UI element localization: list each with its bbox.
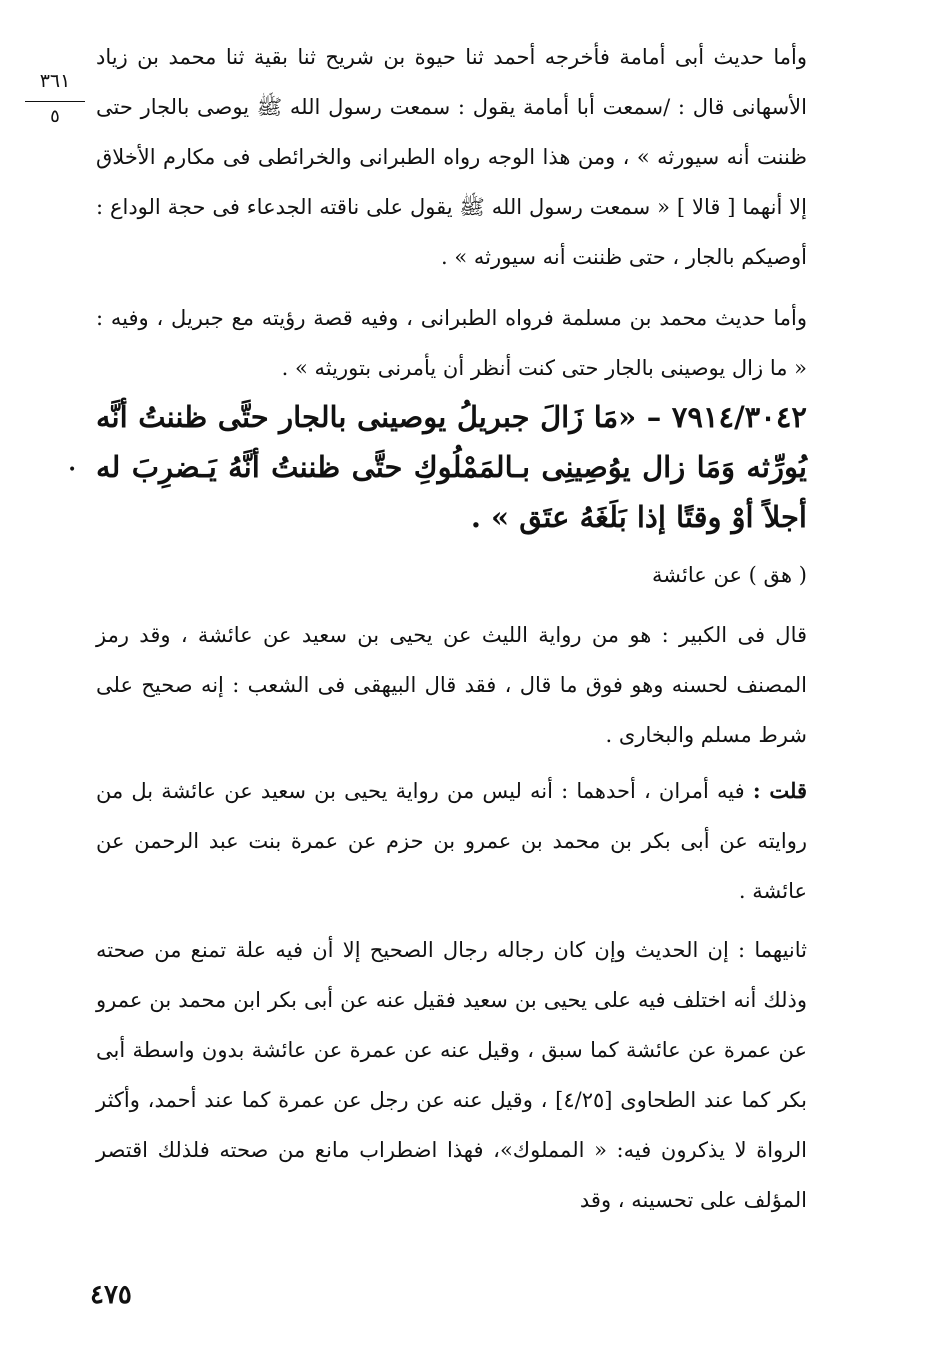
paragraph-kabir-commentary: قال فى الكبير : هو من رواية الليث عن يحيى بن سعيد عن عائشة ، وقد رمز المصنف لحسنه وهو فوق ما قال ، فقد قال البيهقى فى الشعب : إنه صحيح على شرط مسلم والبخارى . [96,623,807,747]
margin-folio-number: ٣٦١ [39,70,71,92]
paragraph-muhammad-ibn-maslama: وأما حديث محمد بن مسلمة فرواه الطبرانى ، وفيه قصة رؤيته مع جبريل ، وفيه : « ما زال يوصينى بالجار حتى كنت أنظر أن يأمرنى بتوريثه » . [96,306,807,380]
qultu-lead: قلت : [752,778,807,803]
hadith-text-block [96,392,807,542]
hadith-marker: • [68,462,77,478]
hadith-number: ٧٩١٤/٣٠٤٢ [671,400,807,434]
paragraph-abu-umama: وأما حديث أبى أمامة فأخرجه أحمد ثنا حيوة بن شريح ثنا بقية ثنا محمد بن زياد الأسهانى قال : /سمعت أبا أمامة يقول : سمعت رسول الله ﷺ يوصى بالجار حتى ظننت أنه سيورثه » ، ومن هذا الوجه رواه الطبرانى والخرائطى فى مكارم الأخلاق إلا أنهما [ قالا ] « سمعت رسول الله ﷺ يقول على ناقته الجدعاء فى حجة الوداع : أوصيكم بالجار ، حتى ظننت أنه سيورثه » . [96,45,807,269]
paragraph-thanihima: ثانيهما : إن الحديث وإن كان رجاله رجال الصحيح إلا أن فيه علة تمنع من صحته وذلك أنه اختلف فيه على يحيى بن سعيد فقيل عنه عن أبى بكر ابن محمد بن عمرو عن عمرة عن عائشة كما سبق ، وقيل عنه عن عمرة عن عائشة بدون واسطة أبى بكر كما عند الطحاوى [٤/٢٥] ، وقيل عنه عن رجل عن عمرة كما عند أحمد، وأكثر الرواة لا يذكرون فيه: « المملوك»، فهذا اضطراب مانع من صحته فلذلك اقتصر المؤلف على تحسينه ، وقد [96,938,807,1212]
qultu-text: فيه أمران ، أحدهما : أنه ليس من رواية يحيى بن سعيد عن عائشة بل من روايته عن أبى بكر بن محمد بن عمرو بن حزم عن عمرة بنت عبد الرحمن عن عائشة . [96,779,807,903]
hadith-text: – «مَا زَالَ جبريلُ يوصينى بالجار حتَّى ظننتُ أنَّه يُورِّثه وَمَا زال يوُصِينِى بـالمَمْلُوكِ حتَّى ظننتُ أنَّهُ يَـضرِبَ له أجلاً أوْ وقتًا إذا بَلَغَهُ عتَق » . [96,400,807,534]
margin-reference [22,72,88,126]
margin-rule [25,101,85,102]
page-number: ٤٧٥ [90,1280,132,1310]
margin-line-number: ٥ [50,106,60,127]
paragraph-qultu [96,766,807,916]
hadith-source: ( هق ) عن عائشة [652,563,807,587]
